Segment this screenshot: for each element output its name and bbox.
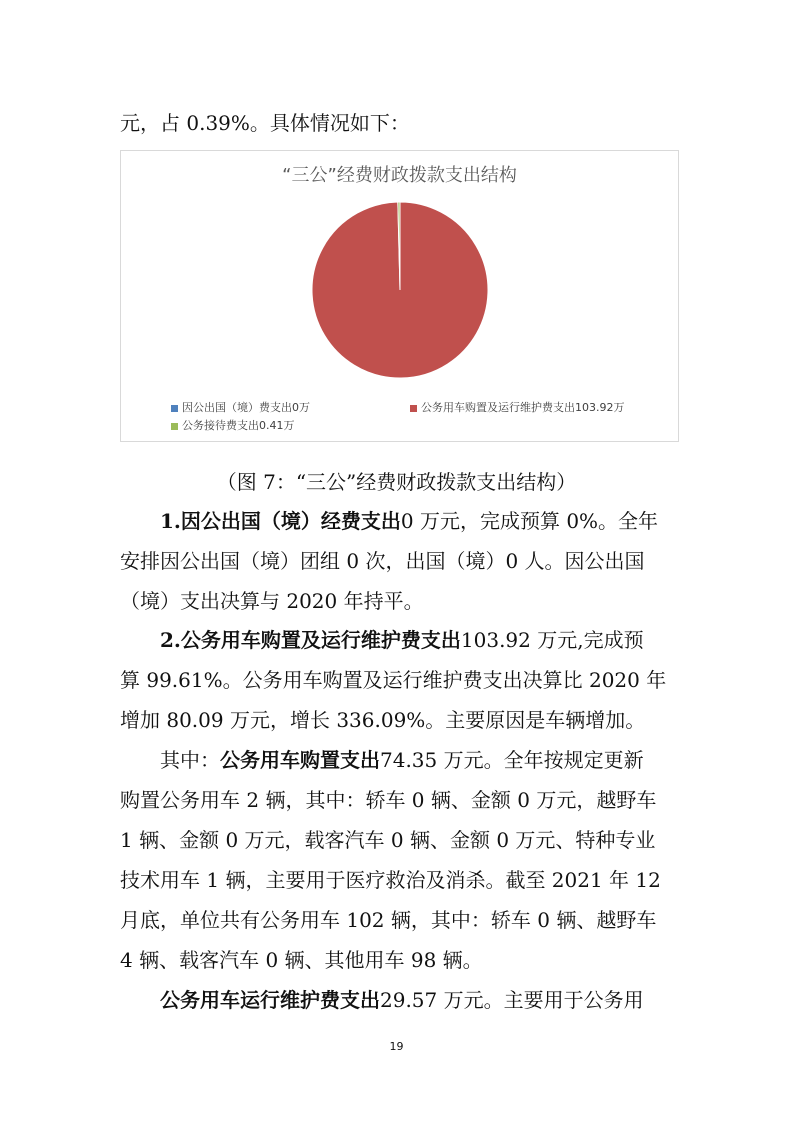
p1-line2: 安排因公出国（境）团组 0 次，出国（境）0 人。因公出国 (120, 549, 645, 573)
p1-heading: 1.因公出国（境）经费支出 (160, 509, 401, 533)
legend-label-vehicle: 公务用车购置及运行维护费支出103.92万 (421, 401, 625, 414)
legend-label-travel: 因公出国（境）费支出0万 (182, 401, 310, 414)
p3-line1 (160, 746, 680, 774)
chart-title: “三公”经费财政拨款支出结构 (282, 165, 517, 186)
p3-line3: 1 辆、金额 0 万元，载客汽车 0 辆、金额 0 万元、特种专业 (120, 828, 656, 852)
p3-prefix: 其中： (160, 748, 220, 772)
legend-item-vehicle (410, 399, 625, 415)
p2-line1 (160, 626, 680, 654)
p2-line2: 算 99.61%。公务用车购置及运行维护费支出决算比 2020 年 (120, 668, 667, 692)
legend-label-reception: 公务接待费支出0.41万 (182, 419, 295, 432)
legend-swatch-travel (171, 405, 178, 412)
page-number: 19 (389, 1040, 404, 1053)
p2-line1-text: 103.92 万元,完成预 (460, 628, 644, 652)
legend-swatch-vehicle (410, 405, 417, 412)
pie-chart (120, 150, 679, 442)
p3-line6: 4 辆、载客汽车 0 辆、其他用车 98 辆。 (120, 948, 483, 972)
p4-heading: 公务用车运行维护费支出 (160, 988, 380, 1012)
p4-line1 (160, 986, 680, 1014)
p4-line1-text: 29.57 万元。主要用于公务用 (380, 988, 644, 1012)
p2-line3: 增加 80.09 万元，增长 336.09%。主要原因是车辆增加。 (120, 708, 646, 732)
intro-text-line: 元，占 0.39%。具体情况如下： (120, 111, 410, 135)
p2-heading: 2.公务用车购置及运行维护费支出 (160, 628, 461, 652)
p1-line3: （境）支出决算与 2020 年持平。 (120, 589, 424, 613)
legend-item-reception (171, 417, 295, 433)
figure-caption: （图 7：“三公”经费财政拨款支出结构） (216, 470, 577, 494)
p3-line2: 购置公务用车 2 辆，其中：轿车 0 辆、金额 0 万元，越野车 (120, 788, 657, 812)
p3-heading: 公务用车购置支出 (220, 748, 380, 772)
p3-line1-text: 74.35 万元。全年按规定更新 (380, 748, 644, 772)
pie-svg (121, 151, 678, 441)
p1-line1 (160, 507, 680, 535)
p3-line5: 月底，单位共有公务用车 102 辆，其中：轿车 0 辆、越野车 (120, 908, 657, 932)
p1-line1-text: 0 万元，完成预算 0%。全年 (400, 509, 659, 533)
legend-swatch-reception (171, 423, 178, 430)
p3-line4: 技术用车 1 辆，主要用于医疗救治及消杀。截至 2021 年 12 (120, 868, 661, 892)
legend-item-travel (171, 399, 310, 415)
